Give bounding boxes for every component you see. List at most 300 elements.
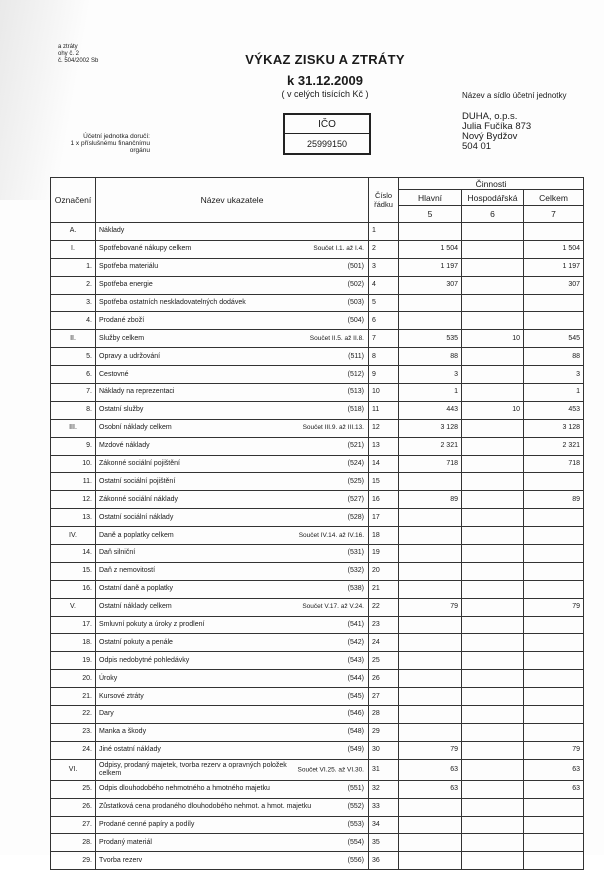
row-cislo-radku: 20 <box>369 562 399 580</box>
table-row <box>51 580 584 598</box>
row-nazev <box>96 491 369 509</box>
header-nazev: Název ukazatele <box>96 178 369 223</box>
row-nazev-text: Zákonné sociální náklady <box>99 495 178 503</box>
row-nazev <box>96 652 369 670</box>
table-row <box>51 652 584 670</box>
row-value-hospodarska <box>462 723 524 741</box>
row-value-celkem: 1 <box>524 384 584 402</box>
row-cislo-radku: 27 <box>369 688 399 706</box>
row-value-hospodarska: 10 <box>462 330 524 348</box>
row-oznaceni: 18. <box>51 634 96 652</box>
row-value-celkem: 89 <box>524 491 584 509</box>
row-value-hospodarska <box>462 741 524 759</box>
row-value-hospodarska <box>462 834 524 852</box>
row-value-hospodarska <box>462 240 524 258</box>
row-nazev-text: Spotřeba ostatních neskladovatelných dodávek <box>99 299 246 306</box>
table-row <box>51 473 584 491</box>
row-cislo-radku: 3 <box>369 258 399 276</box>
row-nazev <box>96 741 369 759</box>
row-nazev-text: Ostatní pokuty a penále <box>99 638 173 646</box>
row-oznaceni: 1. <box>51 258 96 276</box>
row-value-hospodarska <box>462 527 524 545</box>
row-value-hlavni: 3 <box>399 366 462 384</box>
row-value-hlavni: 1 197 <box>399 258 462 276</box>
org-street: Julia Fučíka 873 <box>462 121 532 132</box>
row-cislo-radku: 23 <box>369 616 399 634</box>
row-oznaceni: 6. <box>51 366 96 384</box>
row-nazev <box>96 455 369 473</box>
table-row <box>51 688 584 706</box>
table-row <box>51 562 584 580</box>
row-nazev <box>96 437 369 455</box>
table-row <box>51 437 584 455</box>
row-nazev <box>96 723 369 741</box>
row-nazev <box>96 330 369 348</box>
table-row <box>51 545 584 563</box>
row-nazev <box>96 223 369 241</box>
row-account-code: (504) <box>347 316 364 324</box>
row-nazev <box>96 780 369 798</box>
table-row <box>51 223 584 241</box>
row-nazev-text: Mzdové náklady <box>99 442 150 450</box>
row-cislo-radku: 36 <box>369 852 399 870</box>
row-account-code: (501) <box>347 263 364 271</box>
row-value-hospodarska <box>462 688 524 706</box>
row-value-hospodarska <box>462 816 524 834</box>
row-oznaceni: 24. <box>51 741 96 759</box>
row-nazev-text: Náklady <box>99 227 125 235</box>
org-address <box>462 112 531 152</box>
row-value-celkem: 453 <box>524 401 584 419</box>
row-value-celkem <box>524 652 584 670</box>
table-row <box>51 598 584 616</box>
table-row <box>51 240 584 258</box>
row-value-celkem <box>524 852 584 870</box>
row-value-hospodarska <box>462 852 524 870</box>
row-value-hlavni: 1 504 <box>399 240 462 258</box>
row-account-code: (538) <box>347 585 364 593</box>
row-cislo-radku: 35 <box>369 834 399 852</box>
table-row <box>51 455 584 473</box>
row-account-code: (541) <box>347 621 364 629</box>
row-nazev-text: Cestovné <box>99 370 129 378</box>
table-row <box>51 294 584 312</box>
table-row <box>51 780 584 798</box>
row-cislo-radku: 32 <box>369 780 399 798</box>
row-account-code: (548) <box>347 728 364 736</box>
table-body <box>51 223 584 870</box>
row-value-hlavni: 79 <box>399 598 462 616</box>
row-oznaceni: 13. <box>51 509 96 527</box>
row-value-hlavni <box>399 294 462 312</box>
row-nazev <box>96 562 369 580</box>
header-oznaceni: Označení <box>51 178 96 223</box>
row-cislo-radku: 11 <box>369 401 399 419</box>
row-value-hlavni <box>399 723 462 741</box>
table-row <box>51 366 584 384</box>
row-oznaceni: III. <box>51 419 96 437</box>
header-hospodarska: Hospodářská <box>462 190 524 206</box>
row-nazev-text: Daně a poplatky celkem <box>99 531 174 539</box>
row-value-hlavni <box>399 852 462 870</box>
row-oznaceni: 29. <box>51 852 96 870</box>
row-account-code: (531) <box>347 549 364 557</box>
row-account-code: (512) <box>347 370 364 378</box>
row-nazev <box>96 545 369 563</box>
row-account-code: (503) <box>347 299 364 306</box>
row-value-celkem: 63 <box>524 780 584 798</box>
row-sum-note: Součet VI.25. až VI.30. <box>297 765 364 773</box>
table-row <box>51 616 584 634</box>
row-oznaceni: 28. <box>51 834 96 852</box>
row-oznaceni: I. <box>51 240 96 258</box>
row-value-hospodarska <box>462 258 524 276</box>
row-nazev-text: Tvorba rezerv <box>99 856 143 864</box>
org-zip: 504 01 <box>462 141 492 152</box>
row-oznaceni: IV. <box>51 527 96 545</box>
table-row <box>51 852 584 870</box>
row-value-hospodarska <box>462 366 524 384</box>
row-value-hlavni: 718 <box>399 455 462 473</box>
row-nazev-text: Zákonné sociální pojištění <box>99 460 180 468</box>
row-nazev <box>96 759 369 780</box>
row-value-celkem <box>524 580 584 598</box>
row-value-celkem <box>524 527 584 545</box>
row-value-hospodarska <box>462 616 524 634</box>
row-value-hlavni <box>399 670 462 688</box>
row-oznaceni: 7. <box>51 384 96 402</box>
row-value-hlavni: 3 128 <box>399 419 462 437</box>
row-value-hlavni: 88 <box>399 348 462 366</box>
row-value-hospodarska <box>462 276 524 294</box>
row-value-celkem <box>524 688 584 706</box>
row-nazev-text: Osobní náklady celkem <box>99 424 172 432</box>
row-account-code: (556) <box>347 856 364 864</box>
row-value-hlavni <box>399 473 462 491</box>
row-oznaceni: 26. <box>51 798 96 816</box>
row-nazev <box>96 616 369 634</box>
row-oznaceni: 21. <box>51 688 96 706</box>
row-nazev-text: Opravy a udržování <box>99 352 161 360</box>
row-value-celkem <box>524 670 584 688</box>
row-oznaceni: A. <box>51 223 96 241</box>
row-nazev-text: Manka a škody <box>99 728 147 736</box>
row-cislo-radku: 4 <box>369 276 399 294</box>
row-value-celkem <box>524 294 584 312</box>
row-cislo-radku: 5 <box>369 294 399 312</box>
form-reference-note <box>58 44 98 65</box>
row-cislo-radku: 10 <box>369 384 399 402</box>
row-nazev <box>96 366 369 384</box>
table-row <box>51 527 584 545</box>
row-value-celkem <box>524 723 584 741</box>
row-account-code: (543) <box>347 656 364 664</box>
row-account-code: (525) <box>347 477 364 485</box>
row-oznaceni: 19. <box>51 652 96 670</box>
row-value-hospodarska <box>462 384 524 402</box>
row-cislo-radku: 19 <box>369 545 399 563</box>
row-value-hlavni <box>399 634 462 652</box>
delivery-note <box>40 133 150 154</box>
row-oznaceni: 5. <box>51 348 96 366</box>
row-value-hospodarska <box>462 598 524 616</box>
row-value-hlavni <box>399 312 462 330</box>
row-value-celkem: 3 128 <box>524 419 584 437</box>
row-cislo-radku: 6 <box>369 312 399 330</box>
row-value-hospodarska <box>462 294 524 312</box>
table-row <box>51 741 584 759</box>
ico-value: 25999150 <box>306 139 348 149</box>
table-row <box>51 634 584 652</box>
row-value-celkem: 718 <box>524 455 584 473</box>
row-value-hlavni <box>399 527 462 545</box>
table-row <box>51 419 584 437</box>
row-account-code: (549) <box>347 746 364 754</box>
row-account-code: (511) <box>348 352 364 360</box>
row-value-hlavni: 89 <box>399 491 462 509</box>
row-nazev <box>96 834 369 852</box>
row-account-code: (551) <box>347 785 364 793</box>
row-cislo-radku: 25 <box>369 652 399 670</box>
table-row <box>51 491 584 509</box>
table-row <box>51 384 584 402</box>
row-nazev-text: Úroky <box>99 674 118 682</box>
row-value-hospodarska <box>462 580 524 598</box>
table-row <box>51 258 584 276</box>
row-nazev-text: Zůstatková cena prodaného dlouhodobého nehmot. a hmot. majetku <box>99 803 312 811</box>
row-value-hlavni: 63 <box>399 780 462 798</box>
row-cislo-radku: 12 <box>369 419 399 437</box>
row-nazev <box>96 598 369 616</box>
row-account-code: (518) <box>347 406 364 414</box>
row-cislo-radku: 30 <box>369 741 399 759</box>
row-value-hospodarska <box>462 491 524 509</box>
row-value-hospodarska <box>462 473 524 491</box>
row-nazev <box>96 798 369 816</box>
row-oznaceni: 27. <box>51 816 96 834</box>
row-nazev-text: Smluvní pokuty a úroky z prodlení <box>99 621 205 629</box>
row-account-code: (521) <box>347 442 364 450</box>
row-value-hlavni <box>399 223 462 241</box>
row-oznaceni: 23. <box>51 723 96 741</box>
row-oznaceni: 14. <box>51 545 96 563</box>
row-account-code: (542) <box>347 638 364 646</box>
row-value-hospodarska <box>462 509 524 527</box>
row-cislo-radku: 9 <box>369 366 399 384</box>
row-value-hospodarska <box>462 312 524 330</box>
row-value-celkem <box>524 509 584 527</box>
row-value-hlavni: 443 <box>399 401 462 419</box>
row-value-celkem: 3 <box>524 366 584 384</box>
row-value-hlavni: 79 <box>399 741 462 759</box>
row-value-hlavni <box>399 688 462 706</box>
report-unit: ( v celých tisících Kč ) <box>281 89 369 99</box>
row-oznaceni: VI. <box>51 759 96 780</box>
row-cislo-radku: 2 <box>369 240 399 258</box>
row-sum-note: Součet IV.14. až IV.16. <box>298 531 364 539</box>
row-value-celkem: 545 <box>524 330 584 348</box>
row-oznaceni: 20. <box>51 670 96 688</box>
org-city: Nový Bydžov <box>462 131 518 142</box>
row-nazev <box>96 706 369 724</box>
row-nazev <box>96 294 369 312</box>
row-nazev-text: Náklady na reprezentaci <box>99 388 175 396</box>
row-cislo-radku: 24 <box>369 634 399 652</box>
header-celkem: Celkem <box>524 190 584 206</box>
row-value-hlavni: 1 <box>399 384 462 402</box>
row-nazev <box>96 527 369 545</box>
row-nazev-text: Odpisy, prodaný majetek, tvorba rezerv a opravných položek celkem <box>99 762 287 777</box>
row-account-code: (528) <box>347 513 364 521</box>
profit-loss-table <box>50 177 584 870</box>
row-value-hlavni <box>399 580 462 598</box>
row-oznaceni: 11. <box>51 473 96 491</box>
row-account-code: (502) <box>347 281 364 289</box>
row-nazev <box>96 852 369 870</box>
row-cislo-radku: 26 <box>369 670 399 688</box>
table-row <box>51 834 584 852</box>
row-value-hlavni <box>399 562 462 580</box>
row-nazev <box>96 634 369 652</box>
row-value-hospodarska <box>462 706 524 724</box>
table-row <box>51 670 584 688</box>
paper-fold-shadow <box>0 0 95 200</box>
org-heading: Název a sídlo účetní jednotky <box>462 91 567 100</box>
row-value-hospodarska <box>462 798 524 816</box>
row-value-hospodarska <box>462 780 524 798</box>
row-value-hlavni <box>399 545 462 563</box>
row-value-celkem: 79 <box>524 741 584 759</box>
row-nazev <box>96 258 369 276</box>
row-sum-note: Součet III.9. až III.13. <box>302 424 364 432</box>
row-cislo-radku: 14 <box>369 455 399 473</box>
row-cislo-radku: 15 <box>369 473 399 491</box>
delivery-note-line: orgánu <box>129 147 150 154</box>
header-colnum-5: 5 <box>399 206 462 223</box>
row-value-celkem <box>524 312 584 330</box>
row-value-celkem <box>524 834 584 852</box>
row-nazev <box>96 276 369 294</box>
row-value-celkem: 1 504 <box>524 240 584 258</box>
table-row <box>51 401 584 419</box>
row-oznaceni: 16. <box>51 580 96 598</box>
row-nazev-text: Jiné ostatní náklady <box>99 746 161 754</box>
row-cislo-radku: 13 <box>369 437 399 455</box>
row-nazev <box>96 419 369 437</box>
row-nazev-text: Ostatní sociální pojištění <box>99 477 176 485</box>
row-oznaceni: 22. <box>51 706 96 724</box>
row-value-hospodarska: 10 <box>462 401 524 419</box>
delivery-note-line: 1 x příslušnému finančnímu <box>70 140 150 147</box>
row-nazev <box>96 473 369 491</box>
row-nazev <box>96 312 369 330</box>
row-value-hlavni <box>399 798 462 816</box>
row-account-code: (554) <box>347 838 364 846</box>
row-value-celkem <box>524 545 584 563</box>
row-nazev <box>96 401 369 419</box>
row-value-hospodarska <box>462 348 524 366</box>
row-cislo-radku: 21 <box>369 580 399 598</box>
row-value-hlavni <box>399 509 462 527</box>
row-value-hospodarska <box>462 223 524 241</box>
row-nazev-text: Spotřeba energie <box>99 281 153 289</box>
row-value-hospodarska <box>462 652 524 670</box>
row-value-celkem: 307 <box>524 276 584 294</box>
row-account-code: (513) <box>347 388 364 396</box>
row-nazev-text: Daň z nemovitostí <box>99 567 156 575</box>
row-value-hlavni <box>399 706 462 724</box>
row-oznaceni: 15. <box>51 562 96 580</box>
row-nazev-text: Dary <box>99 710 114 718</box>
row-value-hospodarska <box>462 562 524 580</box>
table-row <box>51 759 584 780</box>
row-nazev-text: Daň silniční <box>99 549 136 557</box>
row-value-hospodarska <box>462 437 524 455</box>
row-cislo-radku: 33 <box>369 798 399 816</box>
row-nazev <box>96 384 369 402</box>
row-account-code: (524) <box>347 460 364 468</box>
row-value-celkem <box>524 706 584 724</box>
row-account-code: (553) <box>347 820 364 828</box>
table-row <box>51 706 584 724</box>
row-value-hlavni <box>399 616 462 634</box>
row-value-celkem: 2 321 <box>524 437 584 455</box>
row-cislo-radku: 16 <box>369 491 399 509</box>
header-cinnosti: Činnosti <box>399 178 584 190</box>
row-nazev <box>96 670 369 688</box>
table-row <box>51 509 584 527</box>
form-reference-line: č. 504/2002 Sb <box>58 58 99 64</box>
row-nazev-text: Prodané cenné papíry a podíly <box>99 820 195 828</box>
row-value-hlavni <box>399 816 462 834</box>
row-value-hlavni <box>399 652 462 670</box>
report-date: k 31.12.2009 <box>287 73 363 88</box>
row-value-hlavni <box>399 834 462 852</box>
row-value-hospodarska <box>462 455 524 473</box>
table-row <box>51 330 584 348</box>
row-nazev <box>96 509 369 527</box>
row-oznaceni: 12. <box>51 491 96 509</box>
row-sum-note: Součet I.1. až I.4. <box>313 245 364 253</box>
row-oznaceni: 8. <box>51 401 96 419</box>
row-value-celkem: 1 197 <box>524 258 584 276</box>
row-value-hospodarska <box>462 545 524 563</box>
row-account-code: (546) <box>347 710 364 718</box>
row-cislo-radku: 31 <box>369 759 399 780</box>
header-hlavni: Hlavní <box>399 190 462 206</box>
row-cislo-radku: 22 <box>369 598 399 616</box>
row-value-hospodarska <box>462 670 524 688</box>
row-oznaceni: 9. <box>51 437 96 455</box>
table-row <box>51 816 584 834</box>
header-cislo-radku: Číslo řádku <box>369 178 399 223</box>
form-reference-line: ohy č. 2 <box>58 51 80 57</box>
row-oznaceni: II. <box>51 330 96 348</box>
row-value-celkem <box>524 634 584 652</box>
row-sum-note: Součet II.5. až II.8. <box>309 334 364 342</box>
row-value-celkem <box>524 798 584 816</box>
row-cislo-radku: 34 <box>369 816 399 834</box>
ico-label: IČO <box>285 115 369 134</box>
row-value-celkem <box>524 616 584 634</box>
row-cislo-radku: 28 <box>369 706 399 724</box>
row-account-code: (545) <box>347 692 364 700</box>
row-value-hospodarska <box>462 634 524 652</box>
row-value-hlavni: 2 321 <box>399 437 462 455</box>
row-value-celkem: 88 <box>524 348 584 366</box>
row-value-celkem: 63 <box>524 759 584 780</box>
row-value-celkem <box>524 816 584 834</box>
